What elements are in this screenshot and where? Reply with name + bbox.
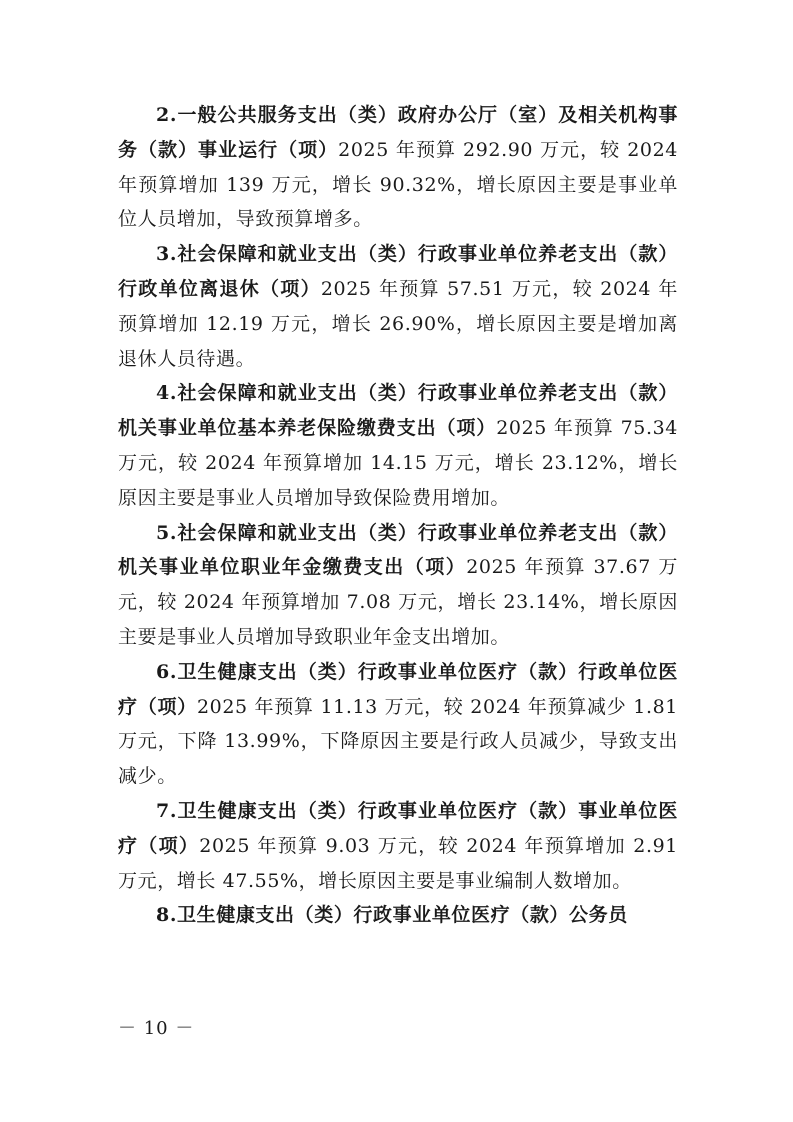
paragraph-heading: 2.一般公共服务支出（类）政府办公厅（室）及相关机构事务（款）事业运行（项） xyxy=(118,104,678,161)
paragraph-heading: 4.社会保障和就业支出（类）行政事业单位养老支出（款）机关事业单位基本养老保险缴费支出（项） xyxy=(118,382,678,440)
paragraph-text: 2025 年预算 37.67 万元，较 2024 年预算增加 7.08 万元，增长 23.14%，增长原因主要是事业人员增加导致职业年金支出增加。 xyxy=(118,556,679,648)
paragraph-item-8 xyxy=(118,898,678,933)
paragraph-item-6 xyxy=(118,655,678,794)
paragraph-heading: 3.社会保障和就业支出（类）行政事业单位养老支出（款）行政单位离退休（项） xyxy=(118,243,678,300)
paragraph-heading: 7.卫生健康支出（类）行政事业单位医疗（款）事业单位医疗（项） xyxy=(118,799,678,857)
paragraph-text: 2025 年预算 292.90 万元，较 2024 年预算增加 139 万元，增长 90.32%，增长原因主要是事业单位人员增加，导致预算增多。 xyxy=(118,138,678,231)
paragraph-item-7 xyxy=(118,794,678,898)
page-number: － 10 － xyxy=(118,1018,195,1039)
paragraph-text: 2025 年预算 75.34 万元，较 2024 年预算增加 14.15 万元，增长 23.12%，增长原因主要是事业人员增加导致保险费用增加。 xyxy=(118,417,678,509)
paragraph-item-4 xyxy=(118,376,678,515)
paragraph-heading: 5.社会保障和就业支出（类）行政事业单位养老支出（款）机关事业单位职业年金缴费支出（项） xyxy=(118,521,678,579)
paragraph-heading: 8.卫生健康支出（类）行政事业单位医疗（款）公务员 xyxy=(156,904,628,927)
paragraph-text: 2025 年预算 9.03 万元，较 2024 年预算增加 2.91 万元，增长 47.55%，增长原因主要是事业编制人数增加。 xyxy=(118,834,678,892)
paragraph-text: 2025 年预算 11.13 万元，较 2024 年预算减少 1.81 万元，下降 13.99%，下降原因主要是行政人员减少，导致支出减少。 xyxy=(118,695,678,788)
paragraph-item-3 xyxy=(118,237,678,376)
paragraph-text: 2025 年预算 57.51 万元，较 2024 年预算增加 12.19 万元，增长 26.90%，增长原因主要是增加离退休人员待遇。 xyxy=(118,277,678,370)
paragraph-item-5 xyxy=(118,516,678,655)
document-body xyxy=(118,98,678,933)
paragraph-heading: 6.卫生健康支出（类）行政事业单位医疗（款）行政单位医疗（项） xyxy=(118,660,678,718)
paragraph-item-2 xyxy=(118,98,678,237)
